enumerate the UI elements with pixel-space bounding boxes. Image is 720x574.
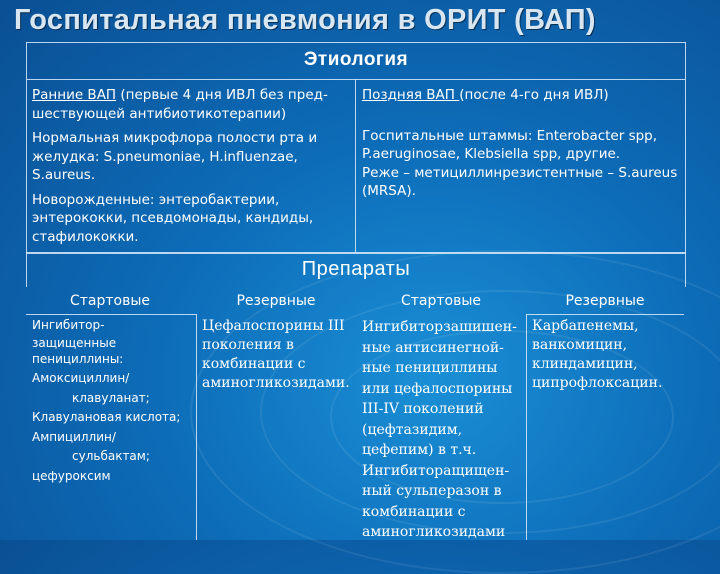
list-item: III-IV поколений xyxy=(362,401,484,417)
list-item: Амоксициллин/ xyxy=(32,371,130,385)
list-item: Ампициллин/ xyxy=(32,429,116,444)
early-vap-label: Ранние ВАП xyxy=(32,87,117,103)
early-vap-description: (первые 4 дня ИВЛ без пред-шествующей антибиотикотерапии) xyxy=(32,87,328,122)
list-item: или цефалоспорины xyxy=(362,380,513,397)
etiology-table xyxy=(26,42,686,254)
drugs-header-divider xyxy=(526,314,684,315)
reserve-drugs-late-cell xyxy=(532,317,684,393)
column-header-start-early: Стартовые xyxy=(69,293,151,309)
list-item: цефуроксим xyxy=(32,468,111,483)
list-item: Ингибиторзашишен- xyxy=(362,319,517,335)
list-item: ные пенициллины xyxy=(362,360,498,376)
early-vap-cell xyxy=(32,86,350,252)
late-vap-strains: Госпитальные штаммы: Enterobacter spp, P.aeruginosae, Klebsiella spp, другие. xyxy=(362,127,658,162)
column-header-start-late: Стартовые xyxy=(400,293,482,309)
reserve-drugs-early-cell xyxy=(202,317,362,393)
list-item: Ингибитор- xyxy=(32,318,105,332)
etiology-column-divider xyxy=(355,79,356,252)
drugs-header: Препараты xyxy=(301,258,411,280)
list-item: клиндамицин, xyxy=(532,356,638,372)
list-item: сульбактам; xyxy=(72,449,150,463)
column-header-reserve-late: Резервные xyxy=(565,293,645,309)
list-item: Клавулановая кислота; xyxy=(32,410,181,424)
list-item: (цефтазидим, xyxy=(362,421,463,438)
list-item: поколения в xyxy=(202,337,294,353)
list-item: цефепим) в т.ч. xyxy=(362,442,477,458)
late-vap-label: Поздняя ВАП xyxy=(362,87,460,103)
start-drugs-early-cell xyxy=(32,316,194,486)
list-item: Цефалоспорины III xyxy=(202,318,345,334)
late-vap-cell xyxy=(362,86,680,207)
etiology-header: Этиология xyxy=(303,49,409,70)
late-vap-description: (после 4-го дня ИВЛ) xyxy=(459,87,609,103)
list-item: комбинации с xyxy=(202,356,306,372)
list-item: Ингибиторащищен- xyxy=(362,462,510,479)
drugs-header-divider xyxy=(26,314,196,315)
list-item: защищенные xyxy=(32,335,117,350)
early-vap-flora: Нормальная микрофлора полости рта и желудка: S.pneumoniae, H.influenzae, S.aureus. xyxy=(32,130,318,183)
list-item: Карбапенемы, xyxy=(532,318,639,334)
drugs-column-divider xyxy=(196,314,197,540)
list-item: пенициллины: xyxy=(32,351,124,366)
list-item: аминогликозидами. xyxy=(202,375,350,391)
drugs-column-divider xyxy=(526,314,527,540)
etiology-header-divider xyxy=(27,79,685,80)
late-vap-mrsa: Реже – метициллинрезистентные – S.aureus (MRSA). xyxy=(362,164,678,199)
list-item: ный сульперазон в xyxy=(362,483,502,499)
list-item: ванкомицин, xyxy=(532,337,628,353)
slide-title: Госпитальная пневмония в ОРИТ (ВАП) xyxy=(14,4,596,36)
list-item: аминогликозидами xyxy=(362,524,506,540)
early-vap-newborns: Новорожденные: энтеробактерии, энтерококки, псевдомонады, кандиды, стафилококки. xyxy=(32,191,314,245)
column-header-reserve-early: Резервные xyxy=(236,293,316,309)
start-drugs-late-cell xyxy=(362,317,526,543)
list-item: комбинации с xyxy=(362,503,466,520)
drugs-table xyxy=(26,252,686,287)
list-item: клавуланат; xyxy=(72,390,150,405)
list-item: ные антисинегной- xyxy=(362,339,504,356)
list-item: ципрофлоксацин. xyxy=(532,375,663,391)
